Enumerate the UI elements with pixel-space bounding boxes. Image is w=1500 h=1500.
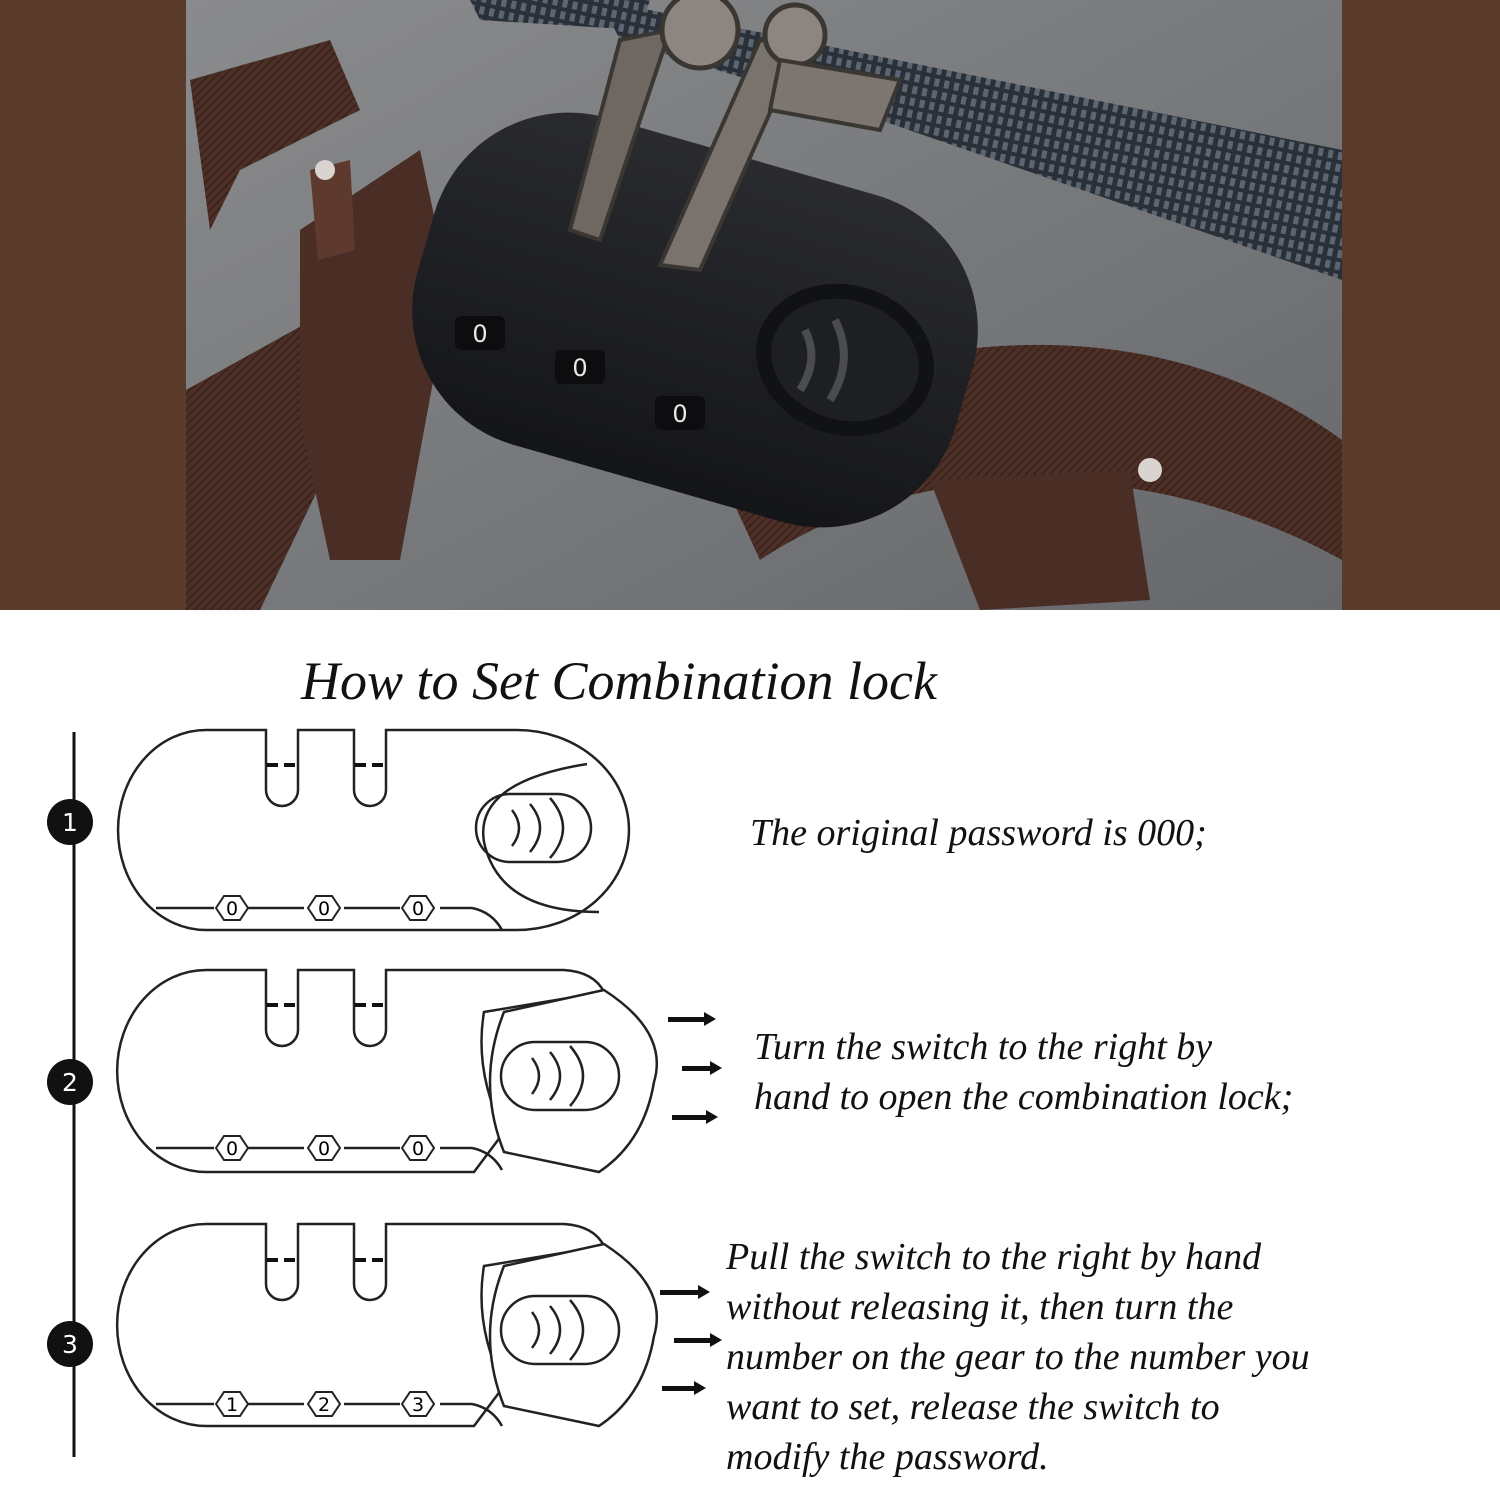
step-3-dial-2: 2	[317, 1394, 331, 1416]
step-1-dial-1: 0	[225, 898, 239, 920]
step-2-dial-2: 0	[317, 1138, 331, 1160]
step-2-number: 2	[62, 1068, 78, 1097]
step-3-line-5: modify the password.	[726, 1436, 1049, 1478]
step-3-dial-3: 3	[411, 1394, 425, 1416]
step-2-dial-3: 0	[411, 1138, 425, 1160]
step-2-text	[754, 1022, 1293, 1122]
step-3-arrow-icons	[660, 1285, 722, 1395]
step-3-line-4: want to set, release the switch to	[726, 1386, 1220, 1428]
step-2-line-1: Turn the switch to the right by	[754, 1026, 1213, 1068]
step-1-diagram	[47, 730, 629, 930]
step-3-line-3: number on the gear to the number you	[726, 1336, 1310, 1378]
step-1-dial-2: 0	[317, 898, 331, 920]
instruction-panel	[4, 612, 1496, 1500]
step-2-line-2: hand to open the combination lock;	[754, 1076, 1294, 1118]
photo-dial-2: 0	[572, 354, 588, 382]
step-1-line-1: The original password is 000;	[750, 812, 1207, 854]
step-3-dial-1: 1	[225, 1394, 239, 1416]
photo-dial-3: 0	[672, 400, 688, 428]
step-1-text	[750, 808, 1207, 858]
step-3-line-2: without releasing it, then turn the	[726, 1286, 1234, 1328]
step-3-diagram	[47, 1224, 722, 1426]
diagram-title: How to Set Combination lock	[301, 651, 937, 711]
step-3-line-1: Pull the switch to the right by hand	[726, 1236, 1262, 1278]
step-2-dial-1: 0	[225, 1138, 239, 1160]
step-1-dial-3: 0	[411, 898, 425, 920]
step-3-text	[726, 1232, 1310, 1482]
photo-dial-1: 0	[472, 320, 488, 348]
step-3-number: 3	[62, 1330, 78, 1359]
product-photo	[0, 0, 1500, 610]
rivet	[315, 160, 335, 180]
step-2-diagram	[47, 970, 722, 1172]
step-1-number: 1	[62, 808, 78, 837]
step-2-arrow-icons	[668, 1012, 722, 1124]
